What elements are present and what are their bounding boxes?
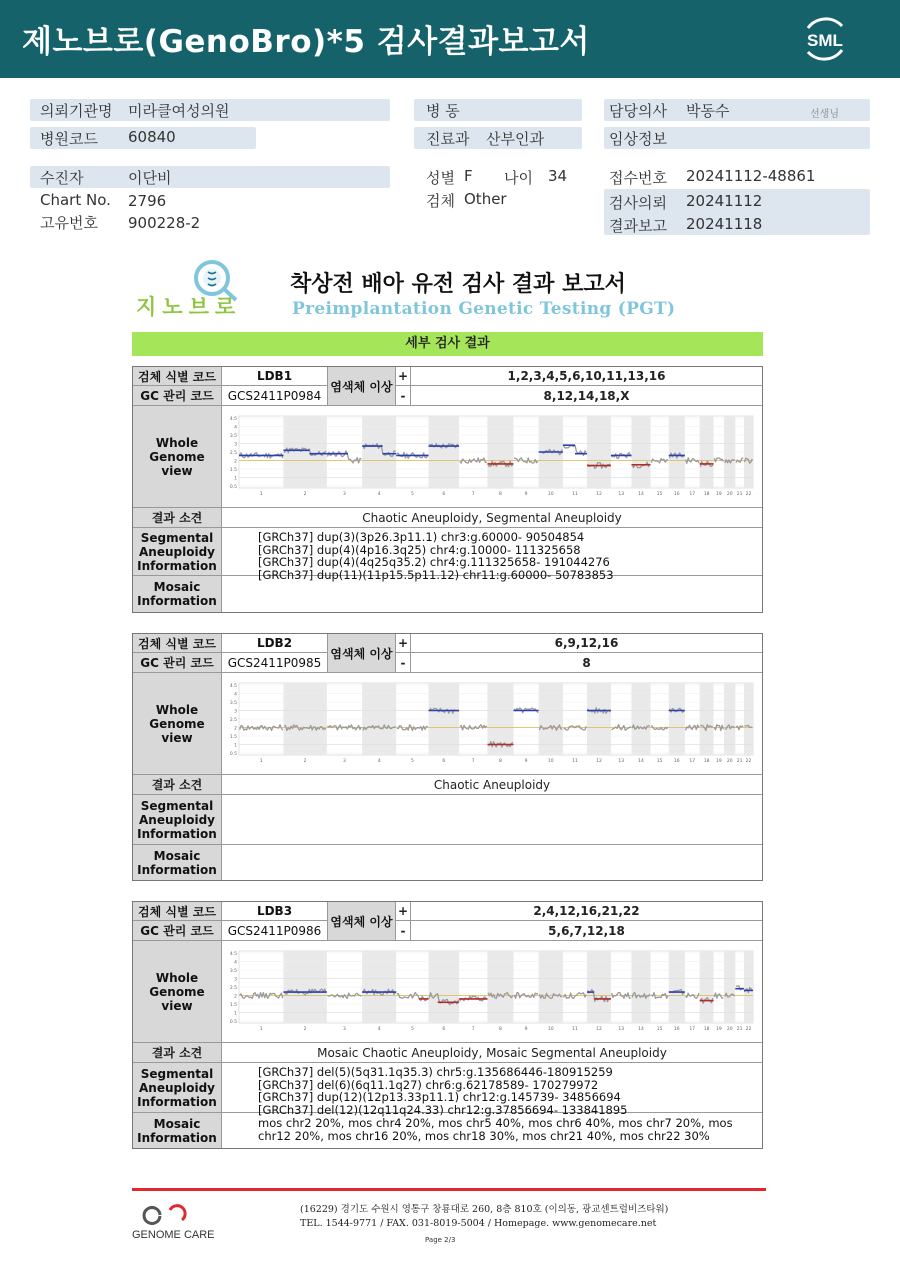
x-tick-label: 22 xyxy=(745,1027,752,1032)
x-tick-label: 18 xyxy=(703,1027,710,1032)
x-tick-label: 19 xyxy=(715,1027,722,1032)
x-tick-label: 21 xyxy=(736,759,743,764)
x-tick-label: 18 xyxy=(703,759,710,764)
x-tick-label: 19 xyxy=(715,492,722,497)
dept-value: 산부인과 xyxy=(486,130,544,148)
gc-code-row xyxy=(133,386,762,406)
x-tick-label: 15 xyxy=(656,1027,663,1032)
mosaic-value: mos chr2 20%, mos chr4 20%, mos chr5 40%, mos chr6 40%, mos chr7 20%, mos chr12 20%, mos chr16 20%, mos chr18 30%, mos chr21 40%, mos chr22 30% xyxy=(258,1116,733,1143)
x-tick-label: 14 xyxy=(638,759,644,764)
genome-plot xyxy=(223,945,755,1037)
gc-code-row xyxy=(133,921,762,941)
doctor-suffix: 선생님 xyxy=(810,109,839,120)
gc-code-value: GCS2411P0984 xyxy=(222,386,328,405)
sample-id-row xyxy=(133,902,762,921)
y-tick-label: 2.5 xyxy=(229,718,237,723)
x-tick-label: 1 xyxy=(259,492,263,497)
patient-row-bg xyxy=(30,166,390,188)
x-tick-label: 21 xyxy=(736,1027,743,1032)
x-tick-label: 6 xyxy=(442,492,446,497)
institution-label: 의뢰기관명 xyxy=(40,102,113,120)
x-tick-label: 13 xyxy=(618,1027,625,1032)
plus-sign: + xyxy=(396,367,411,385)
y-tick-label: 3.5 xyxy=(229,701,237,706)
mosaic-row xyxy=(133,1113,762,1148)
x-tick-label: 6 xyxy=(442,759,446,764)
x-tick-label: 18 xyxy=(703,492,710,497)
segmental-list xyxy=(258,531,614,581)
report-subtitle: Preimplantation Genetic Testing (PGT) xyxy=(292,299,676,319)
mosaic-label: Mosaic Information xyxy=(133,1113,222,1148)
sample-card-3 xyxy=(132,901,763,1149)
genome-plot xyxy=(223,410,755,502)
abnormality-label: 염색체 이상 xyxy=(328,367,396,406)
doctor-label: 담당의사 xyxy=(609,102,667,120)
genome-view-label: Whole Genome view xyxy=(133,673,222,774)
gc-code-label: GC 관리 코드 xyxy=(133,653,222,672)
y-tick-label: 4 xyxy=(234,960,237,966)
y-tick-label: 3.5 xyxy=(229,434,237,439)
y-tick-label: 1.5 xyxy=(229,468,237,473)
segmental-label: Segmental Aneuploidy Information xyxy=(133,795,222,844)
x-tick-label: 20 xyxy=(726,1027,733,1032)
finding-row xyxy=(133,508,762,528)
mosaic-label: Mosaic Information xyxy=(133,845,222,880)
x-tick-label: 2 xyxy=(303,759,307,764)
x-tick-label: 8 xyxy=(499,492,502,497)
dept-label: 진료과 xyxy=(426,130,470,148)
y-tick-label: 1.5 xyxy=(229,735,237,740)
x-tick-label: 3 xyxy=(343,759,346,764)
y-tick-label: 4 xyxy=(234,692,237,698)
genome-view-row xyxy=(133,406,762,508)
chart-no-label: Chart No. xyxy=(40,191,111,209)
genome-plot xyxy=(223,677,755,769)
sample-card-1 xyxy=(132,366,763,613)
y-tick-label: 3 xyxy=(234,442,237,448)
footer-contact: TEL. 1544-9771 / FAX. 031-8019-5004 / Homepage. www.genomecare.net xyxy=(300,1218,657,1229)
segmental-row xyxy=(133,795,762,845)
finding-value: Chaotic Aneuploidy, Segmental Aneuploidy xyxy=(362,510,622,525)
segmental-entry: [GRCh37] del(5)(5q31.1q35.3) chr5:g.135686446-180915259 xyxy=(258,1065,613,1079)
sample-id-row xyxy=(133,634,762,653)
sml-logo xyxy=(798,14,852,64)
segmental-label: Segmental Aneuploidy Information xyxy=(133,1063,222,1112)
finding-label: 결과 소견 xyxy=(133,1043,222,1062)
x-tick-label: 1 xyxy=(259,1027,263,1032)
specimen-label: 검체 xyxy=(426,192,455,210)
finding-value: Chaotic Aneuploidy xyxy=(433,777,551,792)
genobro-logo-text: 지노브로 xyxy=(136,295,242,319)
plus-sign: + xyxy=(396,634,411,652)
x-tick-label: 15 xyxy=(656,759,663,764)
footer-address: (16229) 경기도 수원시 영통구 창룡대로 260, 8층 810호 (이의동, 광교센트럴비즈타워) xyxy=(300,1204,669,1215)
segmental-row xyxy=(133,1063,762,1117)
minus-sign: - xyxy=(396,921,411,940)
y-tick-label: 3.5 xyxy=(229,969,237,974)
x-tick-label: 6 xyxy=(442,1027,446,1032)
mosaic-row xyxy=(133,845,762,880)
y-tick-label: 1 xyxy=(234,1011,237,1017)
x-tick-label: 12 xyxy=(596,492,602,497)
age-label: 나이 xyxy=(504,169,533,187)
abnormality-label: 염색체 이상 xyxy=(328,902,396,941)
sample-id-value: LDB1 xyxy=(222,367,328,385)
genome-view-row xyxy=(133,673,762,775)
x-tick-label: 3 xyxy=(343,1027,346,1032)
x-tick-label: 11 xyxy=(572,492,578,497)
y-tick-label: 2 xyxy=(234,994,237,1000)
x-tick-label: 8 xyxy=(499,1027,502,1032)
sex-value: F xyxy=(464,167,473,185)
gain-chromosomes: 2,4,12,16,21,22 xyxy=(411,902,762,920)
clinical-label: 임상정보 xyxy=(609,130,667,148)
sample-id-label: 검체 식별 코드 xyxy=(133,634,222,652)
x-tick-label: 20 xyxy=(726,492,733,497)
x-tick-label: 3 xyxy=(343,492,346,497)
report-header xyxy=(0,0,900,78)
segmental-entry: [GRCh37] dup(11)(11p15.5p11.12) chr11:g.60000- 50783853 xyxy=(258,567,614,582)
x-tick-label: 17 xyxy=(689,1027,696,1032)
x-tick-label: 20 xyxy=(726,759,733,764)
gain-chromosomes: 1,2,3,4,5,6,10,11,13,16 xyxy=(411,367,762,385)
abnormality-label: 염색체 이상 xyxy=(328,634,396,673)
sex-label: 성별 xyxy=(426,169,455,187)
y-tick-label: 1.5 xyxy=(229,1003,237,1008)
hospital-code-value: 60840 xyxy=(128,128,176,146)
hospital-code-label: 병원코드 xyxy=(40,130,98,148)
y-tick-label: 0.5 xyxy=(229,1020,237,1025)
x-tick-label: 16 xyxy=(673,759,680,764)
genome-view-row xyxy=(133,941,762,1043)
patient-value: 이단비 xyxy=(128,169,172,187)
x-tick-label: 4 xyxy=(377,759,381,764)
genome-care-logo-text: GENOME CARE xyxy=(132,1229,215,1241)
gc-code-value: GCS2411P0985 xyxy=(222,653,328,672)
y-tick-label: 4.5 xyxy=(229,684,237,689)
sample-card-2 xyxy=(132,633,763,881)
report-title: 착상전 배아 유전 검사 결과 보고서 xyxy=(290,272,626,297)
x-tick-label: 17 xyxy=(689,759,696,764)
footer-address-block xyxy=(300,1203,668,1231)
finding-value: Mosaic Chaotic Aneuploidy, Mosaic Segmental Aneuploidy xyxy=(317,1045,667,1060)
sample-id-value: LDB3 xyxy=(222,902,328,920)
x-tick-label: 5 xyxy=(410,759,414,764)
mosaic-row xyxy=(133,576,762,612)
sample-id-value: LDB2 xyxy=(222,634,328,652)
ward-label: 병 동 xyxy=(426,102,460,120)
receipt-label: 접수번호 xyxy=(609,169,667,187)
result-value: 20241118 xyxy=(686,215,763,233)
segmental-entry: [GRCh37] dup(3)(3p26.3p11.1) chr3:g.60000- 90504854 xyxy=(258,530,585,544)
sample-id-row xyxy=(133,367,762,386)
page-number: Page 2/3 xyxy=(425,1236,456,1244)
gc-code-label: GC 관리 코드 xyxy=(133,921,222,940)
x-tick-label: 4 xyxy=(377,492,381,497)
y-tick-label: 4.5 xyxy=(229,417,237,422)
y-tick-label: 1 xyxy=(234,476,237,482)
institution-value: 미라클여성의원 xyxy=(128,102,230,120)
gain-chromosomes: 6,9,12,16 xyxy=(411,634,762,652)
section-title: 세부 검사 결과 xyxy=(132,332,763,356)
x-tick-label: 14 xyxy=(638,492,644,497)
gc-code-value: GCS2411P0986 xyxy=(222,921,328,940)
sml-logo-text: SML xyxy=(807,31,843,50)
chart-no-value: 2796 xyxy=(128,192,167,210)
finding-label: 결과 소견 xyxy=(133,775,222,794)
patient-label: 수진자 xyxy=(40,169,84,187)
y-tick-label: 0.5 xyxy=(229,752,237,757)
request-value: 20241112 xyxy=(686,192,763,210)
x-tick-label: 4 xyxy=(377,1027,381,1032)
x-tick-label: 2 xyxy=(303,492,307,497)
gc-code-row xyxy=(133,653,762,673)
result-label: 결과보고 xyxy=(609,217,667,235)
y-tick-label: 4 xyxy=(234,425,237,431)
gc-code-label: GC 관리 코드 xyxy=(133,386,222,405)
finding-row xyxy=(133,1043,762,1063)
finding-label: 결과 소견 xyxy=(133,508,222,527)
x-tick-label: 10 xyxy=(547,1027,554,1032)
y-tick-label: 4.5 xyxy=(229,952,237,957)
x-tick-label: 12 xyxy=(596,1027,602,1032)
x-tick-label: 16 xyxy=(673,492,680,497)
x-tick-label: 7 xyxy=(471,492,475,497)
y-tick-label: 0.5 xyxy=(229,485,237,490)
x-tick-label: 13 xyxy=(618,492,625,497)
y-tick-label: 2.5 xyxy=(229,986,237,991)
footer-divider xyxy=(132,1188,766,1191)
segmental-label: Segmental Aneuploidy Information xyxy=(133,528,222,575)
y-tick-label: 3 xyxy=(234,709,237,715)
y-tick-label: 1 xyxy=(234,743,237,749)
x-tick-label: 10 xyxy=(547,492,554,497)
finding-row xyxy=(133,775,762,795)
request-label: 검사의뢰 xyxy=(609,194,667,212)
unique-no-value: 900228-2 xyxy=(128,214,201,232)
x-tick-label: 10 xyxy=(547,759,554,764)
x-tick-label: 13 xyxy=(618,759,625,764)
x-tick-label: 9 xyxy=(524,759,528,764)
x-tick-label: 1 xyxy=(259,759,263,764)
segmental-list xyxy=(258,1066,628,1116)
receipt-value: 20241112-48861 xyxy=(686,167,816,185)
minus-sign: - xyxy=(396,653,411,672)
unique-no-label: 고유번호 xyxy=(40,214,98,232)
header-title: 제노브로(GenoBro)*5 검사결과보고서 xyxy=(22,24,590,60)
x-tick-label: 21 xyxy=(736,492,743,497)
x-tick-label: 22 xyxy=(745,492,752,497)
x-tick-label: 9 xyxy=(524,492,528,497)
minus-sign: - xyxy=(396,386,411,405)
genobro-logo xyxy=(132,258,247,320)
y-tick-label: 2.5 xyxy=(229,451,237,456)
x-tick-label: 7 xyxy=(471,1027,475,1032)
segmental-entry: [GRCh37] dup(12)(12p13.33p11.1) chr12:g.145739- 34856694 xyxy=(258,1090,621,1104)
plus-sign: + xyxy=(396,902,411,920)
segmental-row xyxy=(133,528,762,582)
x-tick-label: 11 xyxy=(572,759,578,764)
sample-id-label: 검체 식별 코드 xyxy=(133,367,222,385)
mosaic-label: Mosaic Information xyxy=(133,576,222,612)
loss-chromosomes: 8,12,14,18,X xyxy=(411,386,762,405)
x-tick-label: 9 xyxy=(524,1027,528,1032)
y-tick-label: 2 xyxy=(234,459,237,465)
loss-chromosomes: 8 xyxy=(411,653,762,672)
sample-id-label: 검체 식별 코드 xyxy=(133,902,222,920)
genome-view-label: Whole Genome view xyxy=(133,406,222,507)
x-tick-label: 2 xyxy=(303,1027,307,1032)
x-tick-label: 14 xyxy=(638,1027,644,1032)
loss-chromosomes: 5,6,7,12,18 xyxy=(411,921,762,940)
x-tick-label: 8 xyxy=(499,759,502,764)
segmental-entry: [GRCh37] dup(4)(4p16.3q25) chr4:g.10000- 111325658 xyxy=(258,542,581,557)
x-tick-label: 7 xyxy=(471,759,475,764)
x-tick-label: 19 xyxy=(715,759,722,764)
segmental-entry: [GRCh37] del(6)(6q11.1q27) chr6:g.62178589- 170279972 xyxy=(258,1077,599,1092)
x-tick-label: 16 xyxy=(673,1027,680,1032)
y-tick-label: 3 xyxy=(234,977,237,983)
doctor-value: 박동수 xyxy=(686,102,730,120)
x-tick-label: 12 xyxy=(596,759,602,764)
genome-care-logo xyxy=(130,1200,226,1244)
segmental-entry: [GRCh37] del(12)(12q11q24.33) chr12:g.37856694- 133841895 xyxy=(258,1102,628,1117)
age-value: 34 xyxy=(548,167,568,185)
genome-view-label: Whole Genome view xyxy=(133,941,222,1042)
specimen-value: Other xyxy=(464,190,507,208)
y-tick-label: 2 xyxy=(234,726,237,732)
x-tick-label: 11 xyxy=(572,1027,578,1032)
x-tick-label: 15 xyxy=(656,492,663,497)
x-tick-label: 5 xyxy=(410,1027,414,1032)
segmental-entry: [GRCh37] dup(4)(4q25q35.2) chr4:g.111325658- 191044276 xyxy=(258,555,610,569)
x-tick-label: 17 xyxy=(689,492,696,497)
x-tick-label: 22 xyxy=(745,759,752,764)
x-tick-label: 5 xyxy=(410,492,414,497)
